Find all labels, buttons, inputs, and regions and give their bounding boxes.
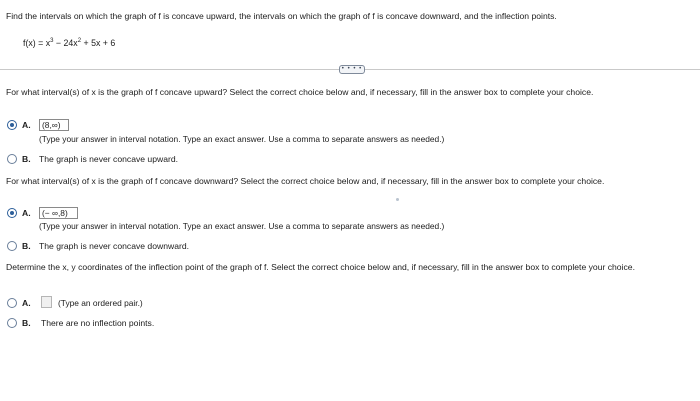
- part3-prompt: Determine the x, y coordinates of the inflection point of the graph of f. Select the correct choice below and, if necessary, fill in the answer box to complete your choice.: [6, 262, 635, 272]
- part1-option-a-hint: (Type your answer in interval notation. Type an exact answer. Use a comma to separate answers as needed.): [39, 134, 445, 144]
- part1-option-b-text: The graph is never concave upward.: [39, 154, 179, 164]
- part2-option-b-text: The graph is never concave downward.: [39, 241, 189, 251]
- part3-option-a-radio[interactable]: [7, 298, 17, 308]
- part2-option-a-hint: (Type your answer in interval notation. Type an exact answer. Use a comma to separate answers as needed.): [39, 221, 445, 231]
- expand-more-button[interactable]: • • • •: [339, 65, 365, 74]
- function-mid: − 24x: [53, 38, 78, 48]
- part1-option-b-radio[interactable]: [7, 154, 17, 164]
- question-prompt: Find the intervals on which the graph of f is concave upward, the intervals on which the graph of f is concave downward, and the inflection points.: [6, 11, 557, 21]
- part1-answer-box[interactable]: (8,∞): [39, 119, 69, 131]
- cursor-dot: [396, 198, 399, 201]
- part2-option-a-radio[interactable]: [7, 208, 17, 218]
- part2-answer-box[interactable]: (− ∞,8): [39, 207, 78, 219]
- part3-option-b-letter: B.: [22, 318, 31, 328]
- part3-option-a-letter: A.: [22, 298, 31, 308]
- part1-option-b-letter: B.: [22, 154, 31, 164]
- part3-option-b-radio[interactable]: [7, 318, 17, 328]
- part3-option-b-text: There are no inflection points.: [41, 318, 155, 328]
- part1-option-a-letter: A.: [22, 120, 31, 130]
- part2-option-a-letter: A.: [22, 208, 31, 218]
- part2-option-b-radio[interactable]: [7, 241, 17, 251]
- part2-prompt: For what interval(s) of x is the graph of f concave downward? Select the correct choice below and, if necessary, fill in the answer box to complete your choice.: [6, 176, 605, 186]
- part3-option-a-hint: (Type an ordered pair.): [58, 298, 143, 308]
- function-exponent-3: 3: [50, 38, 54, 44]
- function-expression: [23, 38, 115, 48]
- function-exponent-2: 2: [77, 38, 82, 44]
- function-lhs: f(x) = x: [23, 38, 51, 48]
- part2-option-b-letter: B.: [22, 241, 31, 251]
- function-rhs: + 5x + 6: [81, 38, 116, 48]
- part3-answer-box[interactable]: [41, 296, 52, 308]
- part1-option-a-radio[interactable]: [7, 120, 17, 130]
- part1-prompt: For what interval(s) of x is the graph of f concave upward? Select the correct choice below and, if necessary, fill in the answer box to complete your choice.: [6, 87, 594, 97]
